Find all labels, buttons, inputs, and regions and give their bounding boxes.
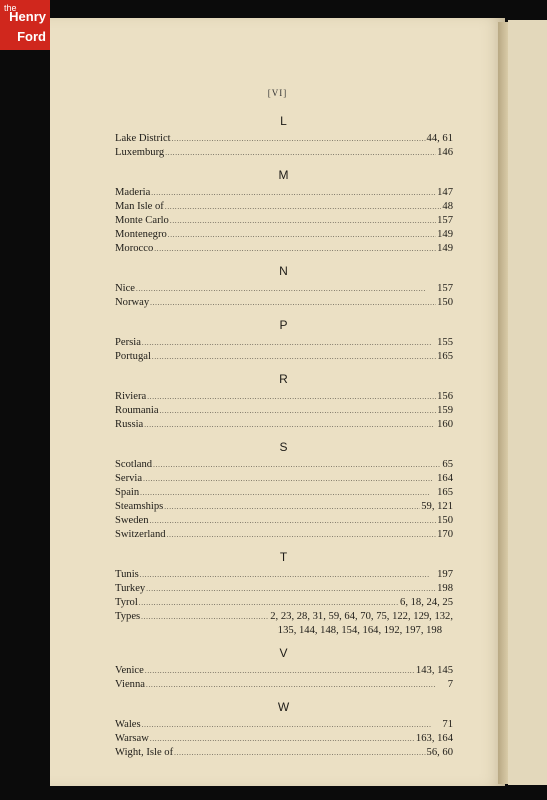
dot-leader — [151, 186, 436, 200]
index-entry — [115, 718, 453, 732]
dot-leader — [167, 528, 437, 542]
entry-name: Vienna — [115, 679, 145, 690]
entry-pages: 6, 18, 24, 25 — [400, 597, 453, 608]
dot-leader — [136, 282, 436, 296]
book-page — [50, 18, 505, 786]
index-entry — [115, 132, 453, 146]
entry-name: Types — [115, 611, 141, 622]
index-entry — [115, 664, 453, 678]
entry-name: Norway — [115, 297, 150, 308]
entry-name: Tunis — [115, 569, 139, 580]
entry-name: Portugal — [115, 351, 151, 362]
entry-name: Warsaw — [115, 733, 149, 744]
entry-pages: 7 — [447, 679, 453, 690]
entry-name: Servia — [115, 473, 143, 484]
entry-pages: 48 — [442, 201, 453, 212]
index-entry — [115, 678, 453, 692]
index-entry — [115, 336, 453, 350]
facing-page-edge — [508, 20, 547, 785]
index-entry — [115, 390, 453, 404]
dot-leader — [165, 146, 436, 160]
section-letter: W — [277, 700, 291, 714]
entry-pages: 2, 23, 28, 31, 59, 64, 70, 75, 122, 129, 132, — [270, 611, 453, 622]
entry-pages: 197 — [437, 569, 453, 580]
dot-leader — [140, 486, 436, 500]
page-number: [VI] — [267, 88, 288, 98]
entry-name: Switzerland — [115, 529, 166, 540]
dot-leader — [147, 390, 436, 404]
entry-pages: 71 — [442, 719, 453, 730]
dot-leader — [153, 458, 441, 472]
entry-name: Morocco — [115, 243, 154, 254]
entry-pages: 170 — [437, 529, 453, 540]
entry-pages: 56, 60 — [426, 747, 453, 758]
entry-name: Russia — [115, 419, 144, 430]
index-entry — [115, 582, 453, 596]
entry-pages: 59, 121 — [421, 501, 453, 512]
index-entry — [115, 514, 453, 528]
index-entry — [115, 214, 453, 228]
entry-name: Monte Carlo — [115, 215, 169, 226]
entry-pages: 157 — [437, 283, 453, 294]
entry-pages: 44, 61 — [426, 133, 453, 144]
dot-leader — [168, 228, 436, 242]
entry-name: Nice — [115, 283, 135, 294]
dot-leader — [152, 350, 436, 364]
book-gutter — [498, 22, 508, 784]
dot-leader — [142, 336, 436, 350]
entry-name: Venice — [115, 665, 144, 676]
entry-pages: 149 — [437, 243, 453, 254]
index-entry — [115, 528, 453, 542]
entry-pages: 164 — [437, 473, 453, 484]
dot-leader — [146, 678, 447, 692]
index-entry — [115, 746, 453, 760]
index-entry — [115, 146, 453, 160]
dot-leader — [165, 200, 442, 214]
index-entry — [115, 568, 453, 582]
entry-name: Riviera — [115, 391, 147, 402]
entry-pages-continuation: 135, 144, 148, 154, 164, 192, 197, 198 — [277, 625, 442, 636]
entry-name: Scotland — [115, 459, 153, 470]
index-entry — [115, 418, 453, 432]
section-letter: L — [280, 114, 288, 128]
entry-pages: 150 — [437, 515, 453, 526]
logo-text-henry: Henry — [9, 9, 46, 24]
index-entry — [115, 186, 453, 200]
index-entry — [115, 610, 453, 624]
entry-pages: 198 — [437, 583, 453, 594]
index-entry — [115, 282, 453, 296]
entry-pages: 65 — [442, 459, 453, 470]
dot-leader — [139, 596, 399, 610]
section-letter: V — [279, 646, 289, 660]
dot-leader — [154, 242, 436, 256]
index-list — [115, 110, 453, 760]
index-entry — [115, 228, 453, 242]
entry-name: Wales — [115, 719, 141, 730]
index-entry — [115, 296, 453, 310]
dot-leader — [140, 568, 436, 582]
entry-pages: 155 — [437, 337, 453, 348]
entry-pages: 146 — [437, 147, 453, 158]
section-letter: P — [279, 318, 289, 332]
section-letter: N — [279, 264, 289, 278]
entry-name: Montenegro — [115, 229, 167, 240]
section-letter: T — [279, 550, 289, 564]
entry-name: Turkey — [115, 583, 146, 594]
entry-pages: 165 — [437, 351, 453, 362]
entry-name: Lake District — [115, 133, 171, 144]
index-entry — [115, 472, 453, 486]
entry-pages: 157 — [437, 215, 453, 226]
section-letter: S — [279, 440, 289, 454]
dot-leader — [164, 500, 420, 514]
entry-pages: 149 — [437, 229, 453, 240]
entry-pages: 156 — [437, 391, 453, 402]
dot-leader — [150, 514, 437, 528]
entry-pages: 165 — [437, 487, 453, 498]
dot-leader — [174, 746, 425, 760]
dot-leader — [150, 296, 436, 310]
dot-leader — [145, 664, 415, 678]
index-entry — [115, 200, 453, 214]
entry-name: Steamships — [115, 501, 164, 512]
index-entry — [115, 596, 453, 610]
dot-leader — [160, 404, 437, 418]
index-entry — [115, 486, 453, 500]
logo-text-ford: Ford — [17, 29, 46, 44]
dot-leader — [141, 610, 269, 624]
entry-name: Wight, Isle of — [115, 747, 174, 758]
index-entry — [115, 350, 453, 364]
dot-leader — [143, 472, 436, 486]
index-entry — [115, 500, 453, 514]
section-letter: M — [278, 168, 290, 182]
entry-name: Man Isle of — [115, 201, 164, 212]
index-entry — [115, 732, 453, 746]
index-entry — [115, 458, 453, 472]
dot-leader — [150, 732, 415, 746]
entry-name: Maderia — [115, 187, 151, 198]
index-entry — [115, 404, 453, 418]
section-letter: R — [279, 372, 289, 386]
entry-name: Luxemburg — [115, 147, 165, 158]
henry-ford-logo — [0, 0, 50, 50]
dot-leader — [172, 132, 426, 146]
entry-pages: 150 — [437, 297, 453, 308]
entry-name: Roumania — [115, 405, 159, 416]
entry-pages: 159 — [437, 405, 453, 416]
entry-name: Persia — [115, 337, 141, 348]
index-entry — [115, 242, 453, 256]
entry-name: Spain — [115, 487, 140, 498]
entry-pages: 163, 164 — [415, 733, 453, 744]
logo-text-the: the — [4, 3, 17, 13]
entry-name: Sweden — [115, 515, 149, 526]
entry-pages: 147 — [437, 187, 453, 198]
entry-pages: 160 — [437, 419, 453, 430]
dot-leader — [146, 582, 436, 596]
dot-leader — [144, 418, 436, 432]
dot-leader — [142, 718, 442, 732]
entry-name: Tyrol — [115, 597, 138, 608]
dot-leader — [170, 214, 436, 228]
entry-pages: 143, 145 — [415, 665, 453, 676]
